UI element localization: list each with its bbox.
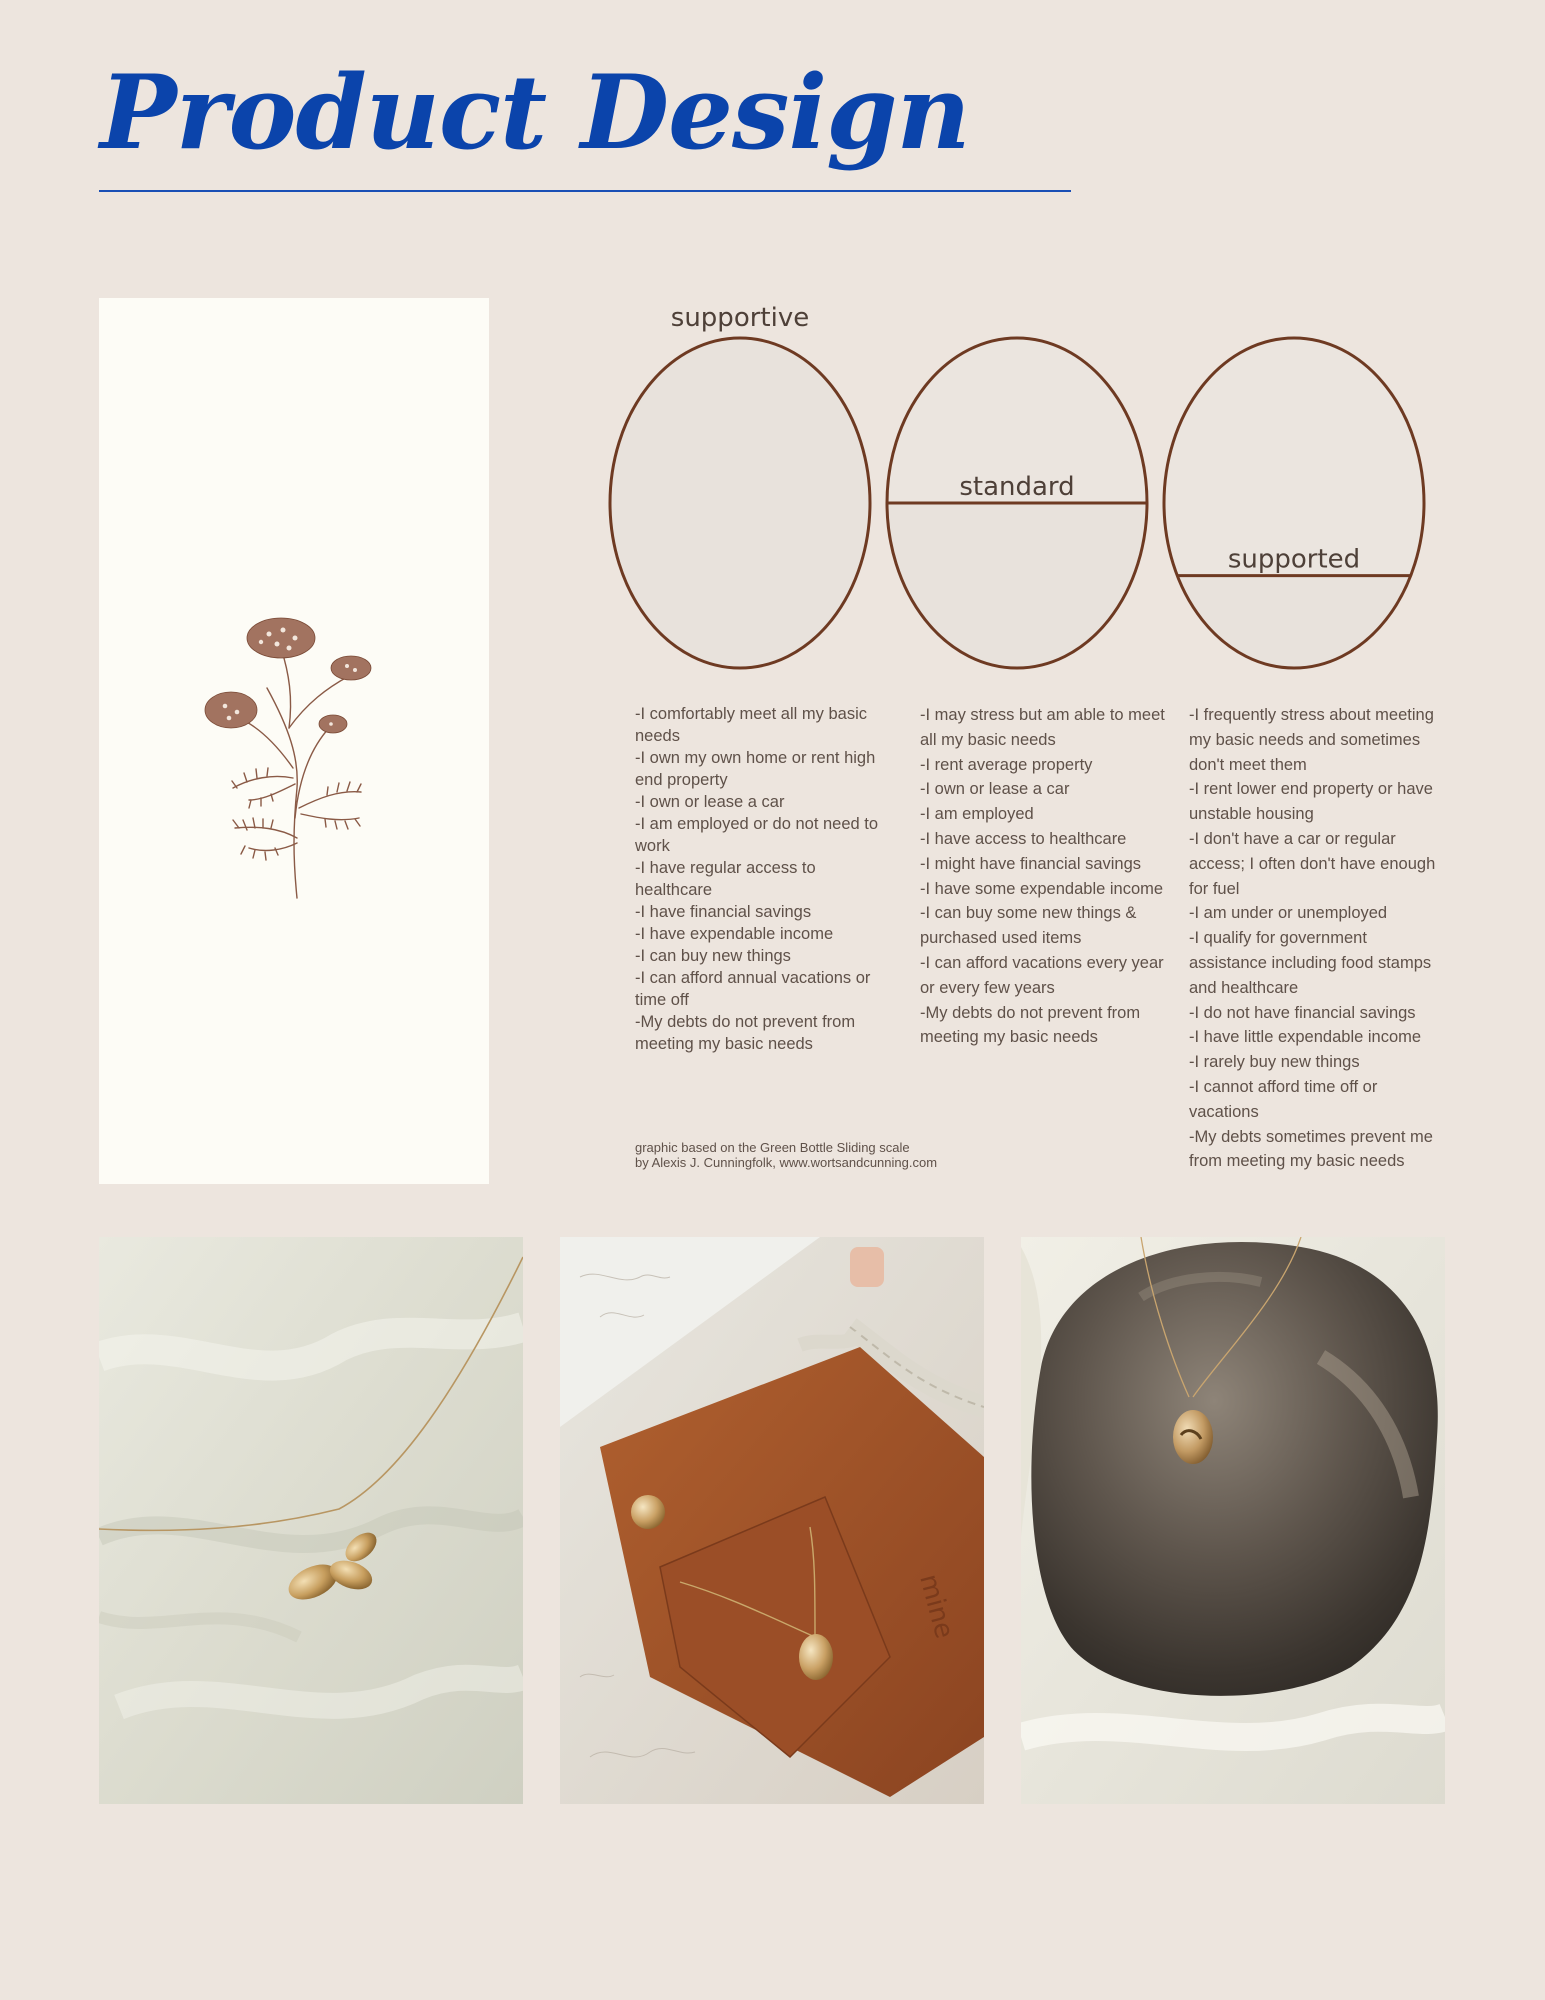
criteria-item: -I may stress but am able to meet all my basic needs xyxy=(920,706,1165,749)
criteria-item: -I do not have financial savings xyxy=(1189,1003,1416,1022)
criteria-item: -I cannot afford time off or vacations xyxy=(1189,1077,1378,1121)
page-title: Product Design xyxy=(100,53,970,173)
pouch-imprint-text: mine xyxy=(913,1571,960,1642)
criteria-item: -I own or lease a car xyxy=(920,780,1070,799)
criteria-item: -I am under or unemployed xyxy=(1189,904,1388,923)
necklace-on-stone-photo xyxy=(1021,1237,1445,1804)
yarrow-illustration-panel xyxy=(99,298,489,1184)
criteria-item: -I am employed xyxy=(920,805,1034,824)
criteria-item: -I have financial savings xyxy=(635,903,812,921)
criteria-item: -I can afford annual vacations or time off xyxy=(635,969,871,1009)
criteria-item: -My debts do not prevent from meeting my basic needs xyxy=(635,1013,856,1053)
criteria-item: -My debts do not prevent from meeting my basic needs xyxy=(920,1003,1141,1047)
criteria-item: -I rent lower end property or have unstable housing xyxy=(1189,780,1433,824)
criteria-item: -I frequently stress about meeting my basic needs and sometimes don't meet them xyxy=(1189,706,1434,774)
title-divider xyxy=(99,190,1071,192)
standard-criteria-list xyxy=(920,703,1170,1050)
supported-criteria-list xyxy=(1189,703,1449,1174)
criteria-item: -I rarely buy new things xyxy=(1189,1053,1360,1072)
criteria-item: -I have some expendable income xyxy=(920,879,1164,898)
criteria-item: -I own or lease a car xyxy=(635,793,785,811)
criteria-item: -I have access to healthcare xyxy=(920,829,1127,848)
supportive-criteria-list xyxy=(635,703,885,1055)
criteria-item: -I own my own home or rent high end property xyxy=(635,749,876,789)
graphic-credit xyxy=(635,1140,937,1170)
supported-label: supported xyxy=(1227,544,1361,575)
criteria-item: -My debts sometimes prevent me from meeting my basic needs xyxy=(1189,1127,1433,1171)
criteria-item: -I have expendable income xyxy=(635,925,834,943)
criteria-item: -I have regular access to healthcare xyxy=(635,859,816,899)
standard-fill-level xyxy=(887,503,1147,670)
criteria-item: -I can buy some new things & purchased used items xyxy=(920,904,1137,948)
criteria-item: -I don't have a car or regular access; I often don't have enough for fuel xyxy=(1189,829,1436,898)
criteria-item: -I can buy new things xyxy=(635,947,791,965)
criteria-item: -I have little expendable income xyxy=(1189,1028,1422,1047)
criteria-item: -I am employed or do not need to work xyxy=(635,815,879,855)
criteria-item: -I might have financial savings xyxy=(920,854,1142,873)
necklace-with-suede-pouch-photo xyxy=(560,1237,984,1804)
criteria-item: -I can afford vacations every year or every few years xyxy=(920,953,1164,997)
necklace-on-linen-photo xyxy=(99,1237,523,1804)
credit-line: graphic based on the Green Bottle Sliding scale xyxy=(635,1140,910,1155)
criteria-item: -I rent average property xyxy=(920,755,1093,774)
yarrow-flower-icon xyxy=(189,578,389,918)
supportive-label: supportive xyxy=(670,303,810,333)
criteria-item: -I comfortably meet all my basic needs xyxy=(635,705,867,745)
standard-label: standard xyxy=(959,472,1075,502)
sliding-scale-graphic xyxy=(600,295,1440,685)
criteria-item: -I qualify for government assistance including food stamps and healthcare xyxy=(1189,929,1432,997)
credit-line: by Alexis J. Cunningfolk, www.wortsandcunning.com xyxy=(635,1155,938,1170)
